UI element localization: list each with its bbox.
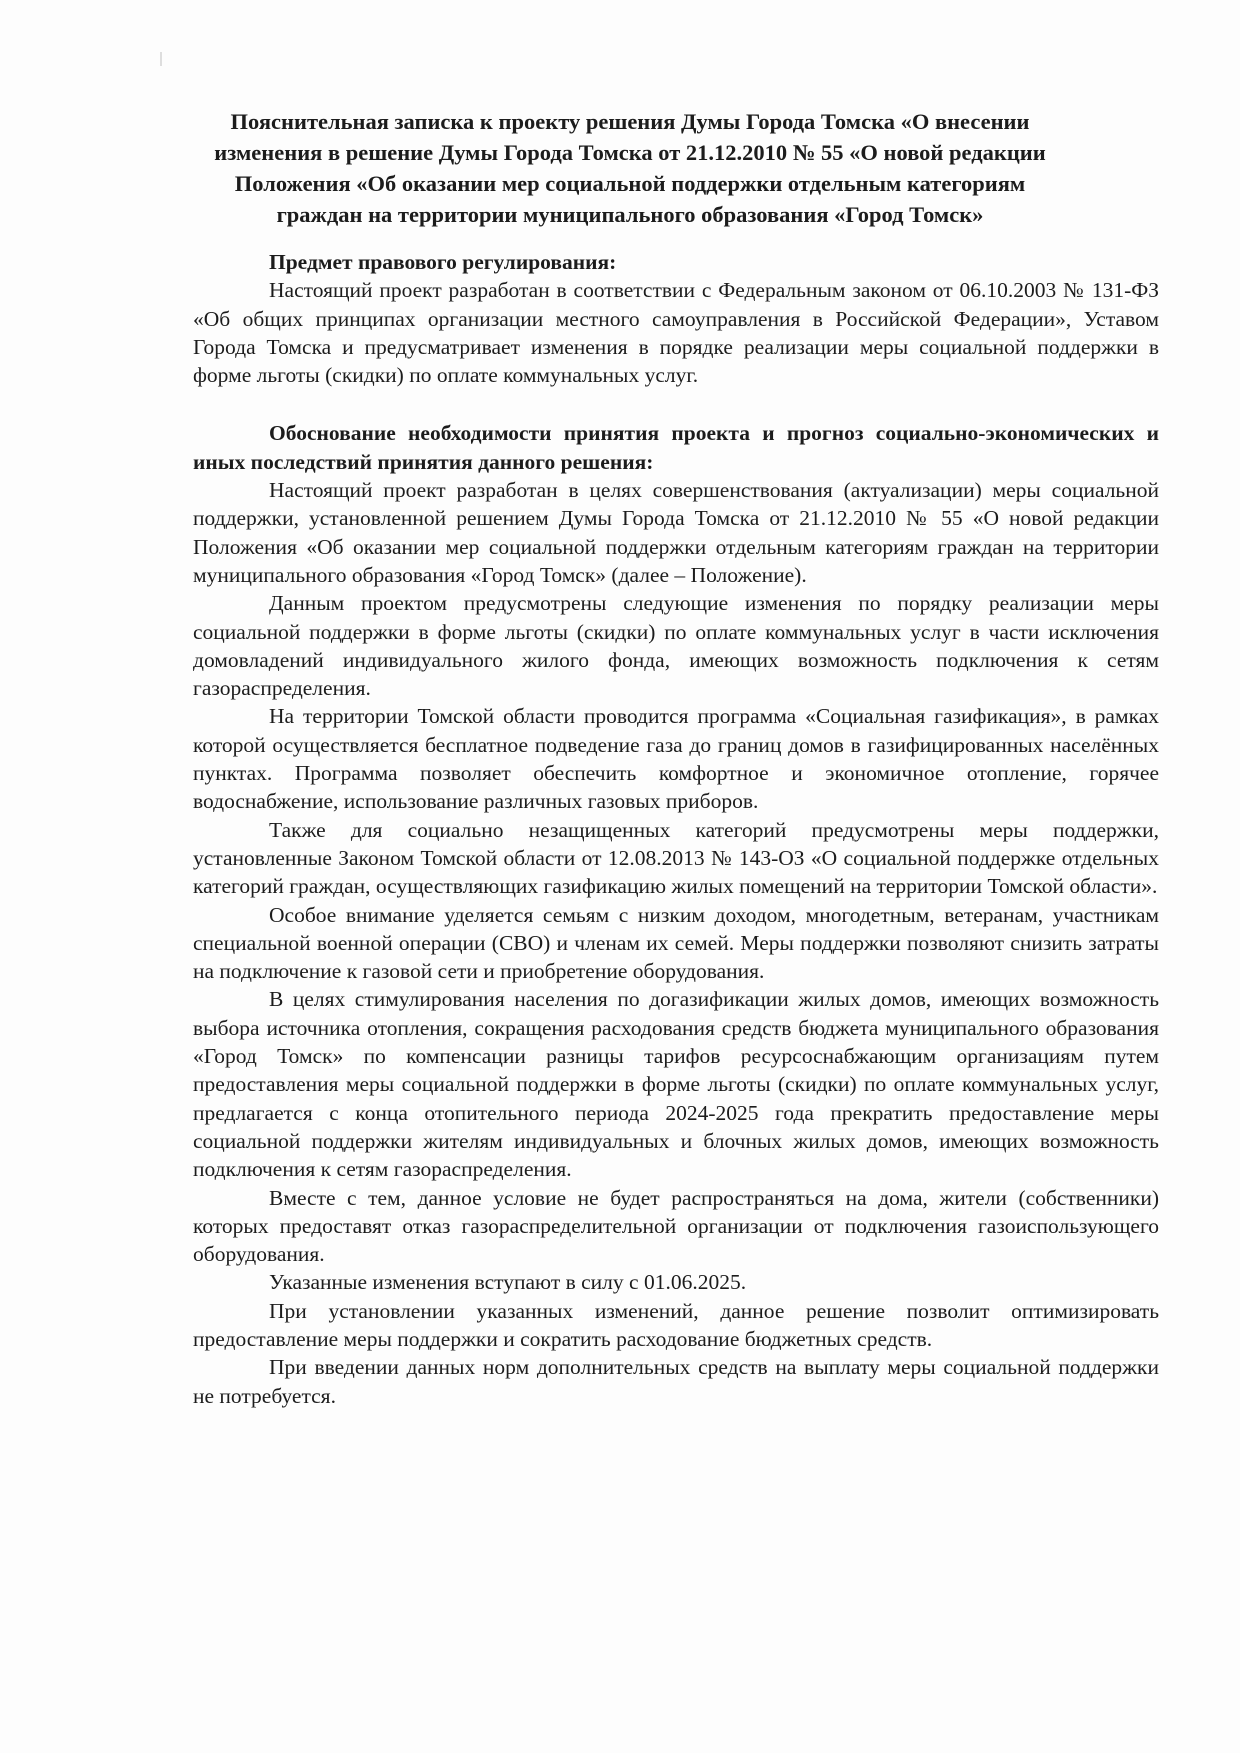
paragraph-gasification-program: На территории Томской области проводится программа «Социальная газификация», в рамках которой осуществляется бесплатное подведение газа до границ домов в газифицированных населённых пунктах. Программа позволяет обеспечить комфортное и экономичное отопление, горячее водоснабжение, использование различных газовых приборов. — [193, 704, 1159, 814]
section-heading-subject: Предмет правового регулирования: — [269, 250, 617, 274]
section-gap — [193, 389, 1159, 419]
paragraph-stimulation: В целях стимулирования населения по догазификации жилых домов, имеющих возможность выбора источника отопления, сокращения расходования средств бюджета муниципального образования «Город Томск» по компенсации разницы тарифов ресурсоснабжающим организациям путем предоставления меры социальной поддержки в форме льготы (скидки) по оплате коммунальных услуг, предлагается с конца отопительного периода 2024-2025 года прекратить предоставление меры социальной поддержки жителям индивидуальных и блочных жилых домов, имеющих возможность подключения к сетям газораспределения. — [193, 987, 1159, 1182]
paragraph-regional-law: Также для социально незащищенных категорий предусмотрены меры поддержки, установленные Законом Томской области от 12.08.2013 № 143-ОЗ «О социальной поддержке отдельных категорий граждан, осуществляющих газификацию жилых помещений на территории Томской области». — [193, 817, 1159, 899]
paragraph-subject: Настоящий проект разработан в соответствии с Федеральным законом от 06.10.2003 № 131-ФЗ «Об общих принципах организации местного самоуправления в Российской Федерации», Уставом Города Томска и предусматривает изменения в порядке реализации меры социальной поддержки в форме льготы (скидки) по оплате коммунальных услуг. — [193, 278, 1159, 388]
document-title: Пояснительная записка к проекту решения Думы Города Томска «О внесении изменения в решение Думы Города Томска от 21.12.2010 № 55 «О новой редакции Положения «Об оказании мер социальной поддержки отдельным категориям граждан на территории муниципального образования «Город Томск» — [214, 109, 1046, 227]
paragraph-changes: Данным проектом предусмотрены следующие изменения по порядку реализации меры социальной поддержки в форме льготы (скидки) по оплате коммунальных услуг в части исключения домовладений индивидуального жилого фонда, имеющих возможность подключения к сетям газораспределения. — [193, 591, 1159, 701]
paragraph-no-extra-funds: При введении данных норм дополнительных средств на выплату меры социальной поддержки не потребуется. — [193, 1355, 1159, 1408]
section-heading-justification: Обоснование необходимости принятия проекта и прогноз социально-экономических и иных последствий принятия данного решения: — [193, 421, 1159, 474]
scan-speck — [160, 52, 162, 66]
paragraph-special-attention: Особое внимание уделяется семьям с низким доходом, многодетным, ветеранам, участникам специальной военной операции (СВО) и членам их семей. Меры поддержки позволяют снизить затраты на подключение к газовой сети и приобретение оборудования. — [193, 902, 1159, 984]
paragraph-exception: Вместе с тем, данное условие не будет распространяться на дома, жители (собственники) которых предоставят отказ газораспределительной организации от подключения газоиспользующего оборудования. — [193, 1185, 1159, 1267]
document-body — [193, 248, 1159, 1410]
paragraph-purpose: Настоящий проект разработан в целях совершенствования (актуализации) меры социальной поддержки, установленной решением Думы Города Томска от 21.12.2010 № 55 «О новой редакции Положения «Об оказании мер социальной поддержки отдельным категориям граждан на территории муниципального образования «Город Томск» (далее – Положение). — [193, 478, 1159, 587]
paragraph-optimization: При установлении указанных изменений, данное решение позволит оптимизировать предоставление меры поддержки и сократить расходование бюджетных средств. — [193, 1298, 1159, 1351]
paragraph-effective-date: Указанные изменения вступают в силу с 01.06.2025. — [269, 1270, 747, 1295]
